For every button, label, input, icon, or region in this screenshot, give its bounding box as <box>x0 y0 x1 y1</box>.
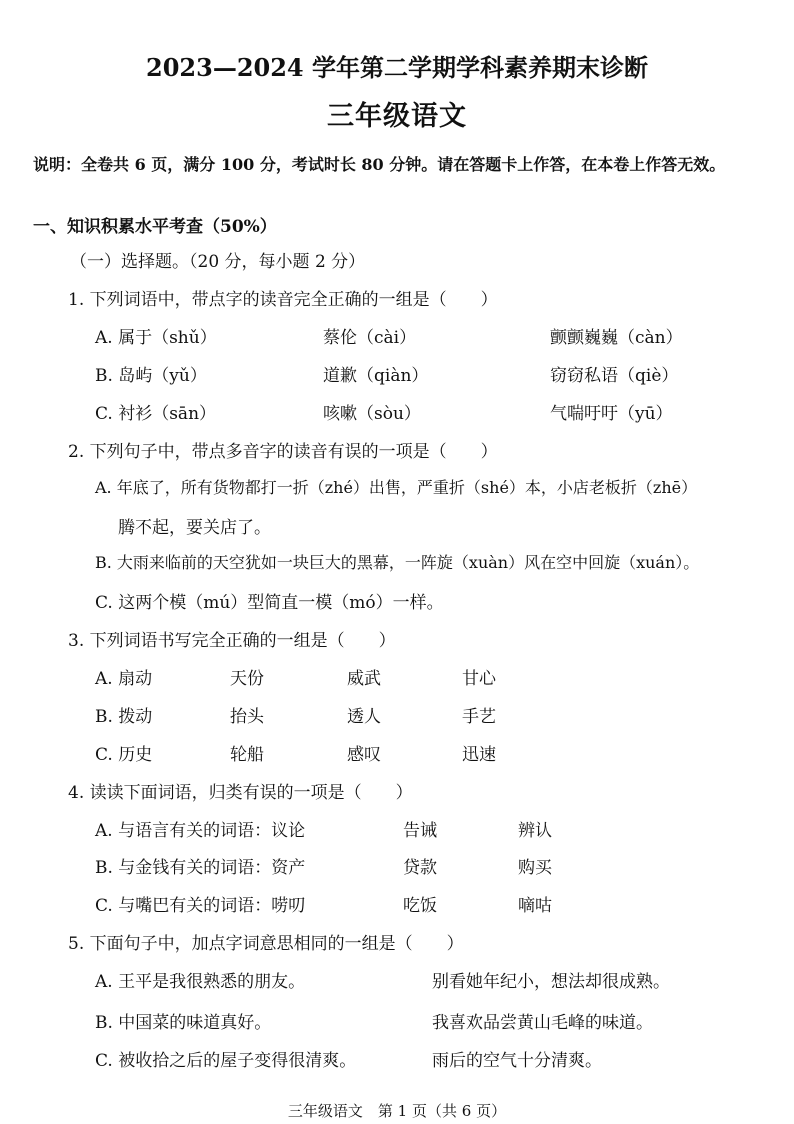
question-3-stem: 3. 下列词语书写完全正确的一组是（ ） <box>68 631 396 651</box>
q5-option-b-1: B. 中国菜的味道真好。 <box>95 1013 272 1033</box>
q3-option-b-2: 抬头 <box>230 707 264 727</box>
q4-option-c-2: 吃饭 <box>403 896 437 916</box>
q3-option-a-2: 天份 <box>230 669 264 689</box>
q1-option-a-2: 蔡伦（cài） <box>323 328 417 348</box>
q3-option-b-1: B. 拨动 <box>95 707 153 727</box>
q1-option-b-1: B. 岛屿（yǔ） <box>95 366 207 386</box>
exam-instructions: 说明：全卷共 6 页，满分 100 分，考试时长 80 分钟。请在答题卡上作答，在本卷上作答无效。 <box>33 155 726 174</box>
q4-option-a-2: 告诫 <box>403 821 437 841</box>
q1-option-a-1: A. 属于（shǔ） <box>95 328 217 348</box>
q3-option-a-1: A. 扇动 <box>95 669 153 689</box>
q4-option-a-3: 辨认 <box>518 821 552 841</box>
exam-subject: 三年级语文 <box>327 101 467 132</box>
q1-option-c-1: C. 衬衫（sān） <box>95 404 217 424</box>
q5-option-c-1: C. 被收拾之后的屋子变得很清爽。 <box>95 1051 357 1071</box>
q3-option-c-4: 迅速 <box>462 745 496 765</box>
q4-option-b-3: 购买 <box>518 858 552 878</box>
q1-option-b-2: 道歉（qiàn） <box>323 366 429 386</box>
q3-option-c-3: 感叹 <box>347 745 381 765</box>
subsection-title: （一）选择题。（20 分，每小题 2 分） <box>70 252 366 272</box>
q3-option-b-3: 透人 <box>347 707 381 727</box>
q2-option-a-cont: 腾不起，要关店了。 <box>118 518 271 538</box>
q1-option-c-3: 气喘吁吁（yū） <box>550 404 673 424</box>
q4-option-b-2: 贷款 <box>403 858 437 878</box>
q3-option-b-4: 手艺 <box>462 707 496 727</box>
q5-option-a-2: 别看她年纪小，想法却很成熟。 <box>432 972 670 992</box>
question-2-stem: 2. 下列句子中，带点多音字的读音有误的一项是（ ） <box>68 442 498 462</box>
q5-option-b-2: 我喜欢品尝黄山毛峰的味道。 <box>432 1013 653 1033</box>
q1-option-b-3: 窃窃私语（qiè） <box>550 366 679 386</box>
q1-option-c-2: 咳嗽（sòu） <box>323 404 421 424</box>
q2-option-c: C. 这两个模（mú）型简直一模（mó）一样。 <box>95 593 444 613</box>
q3-option-a-4: 甘心 <box>462 669 496 689</box>
q3-option-c-2: 轮船 <box>230 745 264 765</box>
question-4-stem: 4. 读读下面词语，归类有误的一项是（ ） <box>68 783 413 803</box>
q3-option-a-3: 威武 <box>347 669 381 689</box>
q1-option-a-3: 颤颤巍巍（càn） <box>550 328 683 348</box>
q4-option-c-3: 嘀咕 <box>518 896 552 916</box>
question-1-stem: 1. 下列词语中，带点字的读音完全正确的一组是（ ） <box>68 290 498 310</box>
q2-option-a: A. 年底了，所有货物都打一折（zhé）出售，严重折（shé）本，小店老板折（zhē） <box>95 478 698 497</box>
q3-option-c-1: C. 历史 <box>95 745 153 765</box>
section-title: 一、知识积累水平考查（50%） <box>33 217 277 237</box>
q5-option-c-2: 雨后的空气十分清爽。 <box>432 1051 602 1071</box>
exam-title: 2023—2024 学年第二学期学科素养期末诊断 <box>146 53 648 82</box>
q4-option-a-1: A. 与语言有关的词语：议论 <box>95 821 306 841</box>
page-footer: 三年级语文 第 1 页（共 6 页） <box>287 1102 507 1120</box>
q2-option-b: B. 大雨来临前的天空犹如一块巨大的黑幕，一阵旋（xuàn）风在空中回旋（xuán）。 <box>95 553 700 572</box>
q4-option-b-1: B. 与金钱有关的词语：资产 <box>95 858 306 878</box>
question-5-stem: 5. 下面句子中，加点字词意思相同的一组是（ ） <box>68 934 464 954</box>
q5-option-a-1: A. 王平是我很熟悉的朋友。 <box>95 972 306 992</box>
q4-option-c-1: C. 与嘴巴有关的词语：唠叨 <box>95 896 306 916</box>
